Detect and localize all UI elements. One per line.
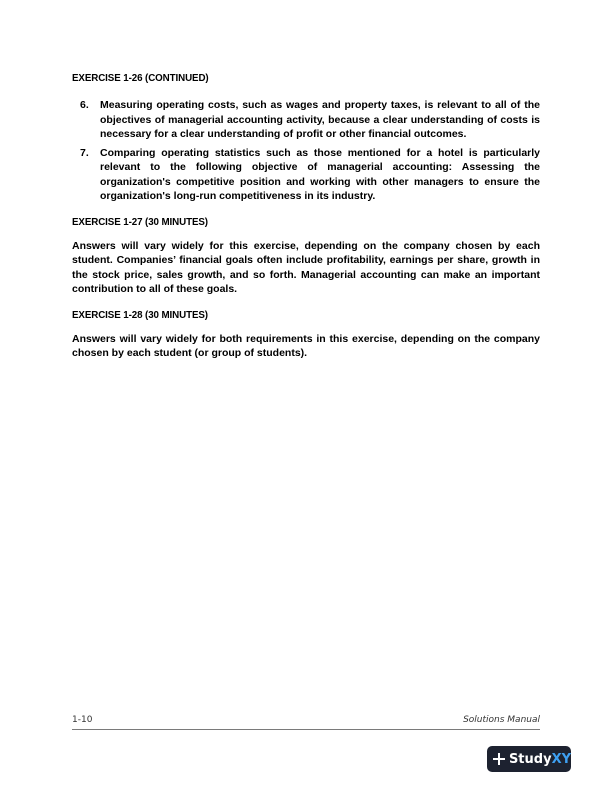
exercise-1-28-heading: EXERCISE 1-28 (30 MINUTES) [72, 308, 208, 321]
exercise-1-26-heading: EXERCISE 1-26 (CONTINUED) [72, 72, 209, 84]
list-item [72, 146, 540, 204]
list-item-number: 6. [80, 99, 89, 111]
list-item-text: Measuring operating costs, such as wages and property taxes, is relevant to all of the objectives of managerial accounting activity, because a clear understanding of costs is necessary for a clear understanding of profit or other financial outcomes. [100, 99, 540, 140]
exercise-1-27-heading: EXERCISE 1-27 (30 MINUTES) [72, 215, 208, 228]
brand-main: Study [508, 751, 552, 767]
exercise-1-28-text: Answers will vary widely for both requirements in this exercise, depending on the company chosen by each student (or group of students). [72, 332, 540, 359]
document-body [72, 72, 540, 373]
list-item-text: Comparing operating statistics such as those mentioned for a hotel is particularly relevant to the following objective of managerial accounting: Assessing the organization's competitive position and working with other managers to ensure the organization's long-run competitiveness in its industry. [100, 146, 540, 202]
manual-title: Solutions Manual [463, 715, 540, 725]
plus-icon [493, 753, 504, 765]
page-footer [72, 713, 540, 730]
page-number: 1-10 [72, 715, 93, 725]
exercise-1-27-text: Answers will vary widely for this exercise, depending on the company chosen by each student. Companies’ financial goals often include profitability, earnings per share, growth in the stock price, sales growth, and so forth. Managerial accounting can make an important contribution to all of these goals. [72, 239, 540, 295]
studyxy-badge[interactable] [487, 746, 571, 772]
list-item-number: 7. [80, 146, 89, 159]
brand-accent: XY [551, 751, 571, 767]
list-item [72, 98, 540, 142]
exercise-1-26-list [72, 98, 540, 204]
